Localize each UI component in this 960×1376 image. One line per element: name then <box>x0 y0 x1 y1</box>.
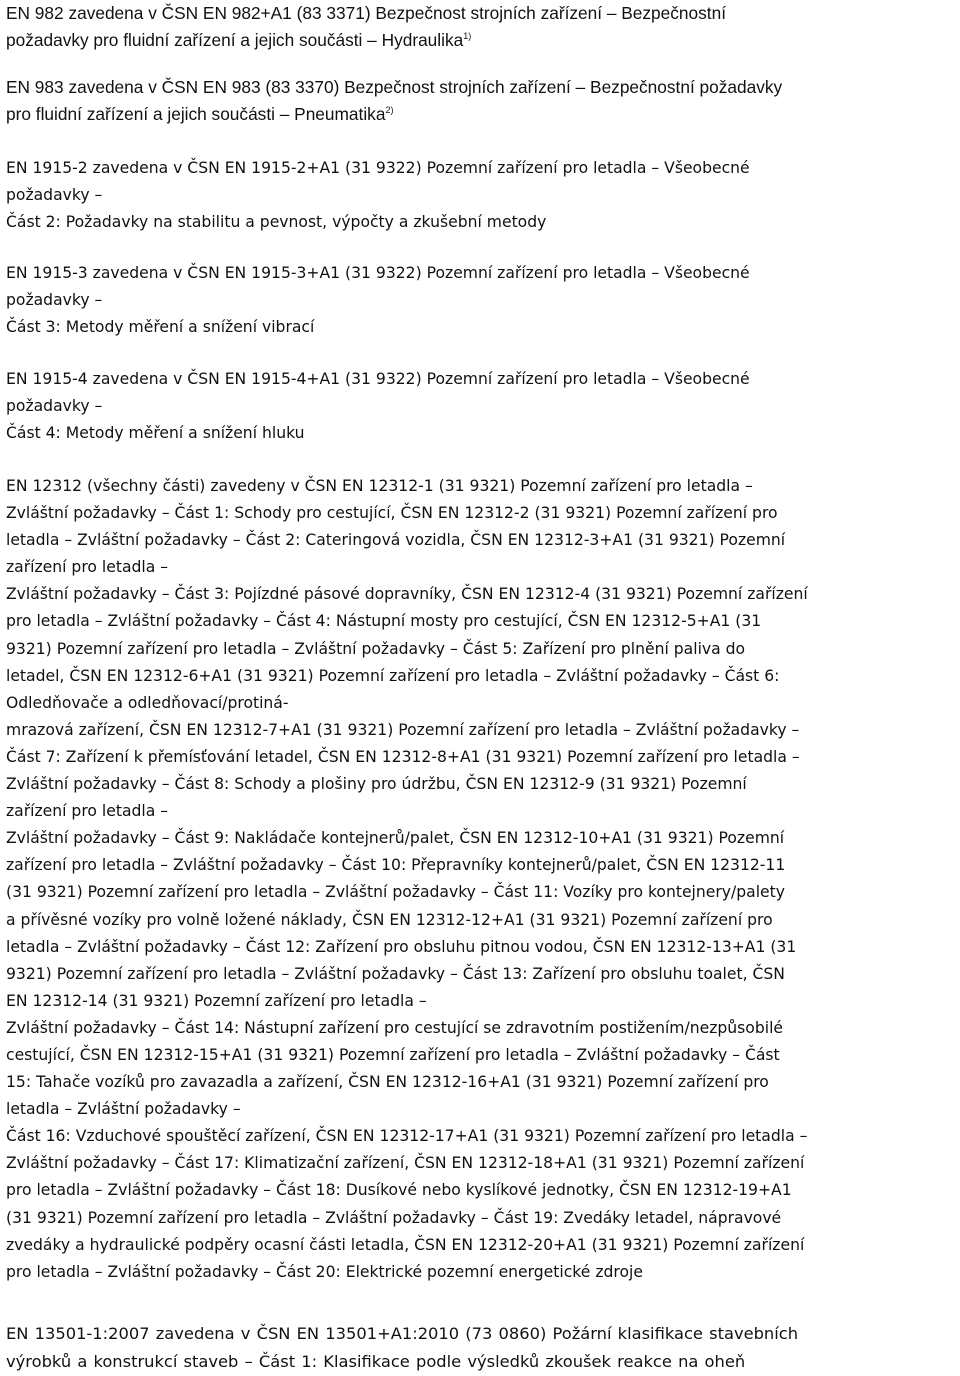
entry-line: pro letadla – Zvláštní požadavky – Část 20: Elektrické pozemní energetické zdroje <box>6 1262 643 1281</box>
entry-line: Část 2: Požadavky na stabilitu a pevnost, výpočty a zkušební metody <box>6 213 547 231</box>
entry-line: EN 1915-2 zavedena v ČSN EN 1915-2+A1 (31 9322) Pozemní zařízení pro letadla – Všeobecné <box>6 159 750 177</box>
entry-line: zařízení pro letadla – Zvláštní požadavky – Část 10: Přepravníky kontejnerů/palet, ČSN EN 12312-11 <box>6 856 786 875</box>
entry-line: letadel, ČSN EN 12312-6+A1 (31 9321) Pozemní zařízení pro letadla – Zvláštní požadavky – Část 6: <box>6 666 780 685</box>
entry-en12312 <box>6 473 956 1286</box>
entry-line: (31 9321) Pozemní zařízení pro letadla – Zvláštní požadavky – Část 19: Zvedáky letadel, nápravové <box>6 1208 782 1227</box>
entry-line-with-footnote <box>6 27 956 54</box>
entry-line: a přívěsné vozíky pro volně ložené náklady, ČSN EN 12312-12+A1 (31 9321) Pozemní zařízení pro <box>6 910 773 929</box>
entry-en1915-3 <box>6 260 956 341</box>
entry-line: zařízení pro letadla – <box>6 802 169 821</box>
entry-line: pro letadla – Zvláštní požadavky – Část 4: Nástupní mosty pro cestující, ČSN EN 12312-5+A1 (31 <box>6 612 762 631</box>
entry-line: požadavky – <box>6 397 103 415</box>
entry-line: výrobků a konstrukcí staveb – Část 1: Klasifikace podle výsledků zkoušek reakce na oheň <box>6 1352 746 1371</box>
footnote-marker: 1) <box>463 30 472 41</box>
entry-line: Část 16: Vzduchové spouštěcí zařízení, ČSN EN 12312-17+A1 (31 9321) Pozemní zařízení pro letadla – <box>6 1127 808 1146</box>
entry-line: Odledňovače a odledňovací/protiná- <box>6 693 289 712</box>
entry-en982 <box>6 0 956 53</box>
entry-en13501 <box>6 1320 956 1376</box>
entry-line: EN 12312-14 (31 9321) Pozemní zařízení pro letadla – <box>6 991 427 1010</box>
entry-en983 <box>6 74 956 127</box>
entry-line: pro letadla – Zvláštní požadavky – Část 18: Dusíkové nebo kyslíkové jednotky, ČSN EN 12312-19+A1 <box>6 1181 792 1200</box>
entry-line: letadla – Zvláštní požadavky – Část 12: Zařízení pro obsluhu pitnou vodou, ČSN EN 12312-13+A1 (31 <box>6 937 797 956</box>
entry-line: (31 9321) Pozemní zařízení pro letadla – Zvláštní požadavky – Část 11: Vozíky pro kontejnery/palety <box>6 883 785 902</box>
entry-line: 9321) Pozemní zařízení pro letadla – Zvláštní požadavky – Část 13: Zařízení pro obsluhu toalet, ČSN <box>6 964 785 983</box>
entry-line: zvedáky a hydraulické podpěry ocasní části letadla, ČSN EN 12312-20+A1 (31 9321) Pozemní zařízení <box>6 1235 805 1254</box>
entry-line: EN 12312 (všechny části) zavedeny v ČSN EN 12312-1 (31 9321) Pozemní zařízení pro letadla – <box>6 477 753 495</box>
entry-en1915-2 <box>6 155 956 236</box>
entry-line: Zvláštní požadavky – Část 14: Nástupní zařízení pro cestující se zdravotním postižením/nezpůsobilé <box>6 1018 783 1037</box>
entry-line: Část 4: Metody měření a snížení hluku <box>6 424 305 442</box>
entry-line: EN 13501-1:2007 zavedena v ČSN EN 13501+A1:2010 (73 0860) Požární klasifikace stavebních <box>6 1324 799 1343</box>
entry-line: požadavky – <box>6 186 103 204</box>
footnote-marker: 2) <box>385 104 394 115</box>
entry-line: požadavky pro fluidní zařízení a jejich součásti – Hydraulika <box>6 29 464 50</box>
entry-line: Zvláštní požadavky – Část 1: Schody pro cestující, ČSN EN 12312-2 (31 9321) Pozemní zařízení pro <box>6 504 778 523</box>
entry-line: Zvláštní požadavky – Část 8: Schody a plošiny pro údržbu, ČSN EN 12312-9 (31 9321) Pozemní <box>6 775 747 794</box>
entry-line-with-footnote <box>6 101 956 128</box>
entry-line: pro fluidní zařízení a jejich součásti – Pneumatika <box>6 103 386 124</box>
entry-line: požadavky – <box>6 291 103 309</box>
entry-line: letadla – Zvláštní požadavky – Část 2: Cateringová vozidla, ČSN EN 12312-3+A1 (31 9321) Pozemní <box>6 531 786 550</box>
entry-line: Zvláštní požadavky – Část 17: Klimatizační zařízení, ČSN EN 12312-18+A1 (31 9321) Pozemní zařízení <box>6 1154 805 1173</box>
entry-line: EN 982 zavedena v ČSN EN 982+A1 (83 3371) Bezpečnost strojních zařízení – Bezpečnostní <box>6 3 726 23</box>
entry-line: Zvláštní požadavky – Část 9: Nakládače kontejnerů/palet, ČSN EN 12312-10+A1 (31 9321) Pozemní <box>6 829 785 848</box>
entry-line: cestující, ČSN EN 12312-15+A1 (31 9321) Pozemní zařízení pro letadla – Zvláštní požadavky – Část <box>6 1045 780 1064</box>
entry-line: Zvláštní požadavky – Část 3: Pojízdné pásové dopravníky, ČSN EN 12312-4 (31 9321) Pozemní zařízení <box>6 585 808 604</box>
entry-line: EN 1915-4 zavedena v ČSN EN 1915-4+A1 (31 9322) Pozemní zařízení pro letadla – Všeobecné <box>6 370 750 388</box>
entry-line: letadla – Zvláštní požadavky – <box>6 1100 241 1119</box>
entry-line: 15: Tahače vozíků pro zavazadla a zařízení, ČSN EN 12312-16+A1 (31 9321) Pozemní zařízení pro <box>6 1073 769 1092</box>
entry-line: zařízení pro letadla – <box>6 558 169 577</box>
entry-line: mrazová zařízení, ČSN EN 12312-7+A1 (31 9321) Pozemní zařízení pro letadla – Zvláštní požadavky – <box>6 720 800 739</box>
entry-line: EN 983 zavedena v ČSN EN 983 (83 3370) Bezpečnost strojních zařízení – Bezpečnostní požadavky <box>6 77 783 97</box>
entry-en1915-4 <box>6 366 956 447</box>
entry-line: 9321) Pozemní zařízení pro letadla – Zvláštní požadavky – Část 5: Zařízení pro plnění paliva do <box>6 639 746 658</box>
entry-line: EN 1915-3 zavedena v ČSN EN 1915-3+A1 (31 9322) Pozemní zařízení pro letadla – Všeobecné <box>6 264 750 282</box>
entry-line: Část 7: Zařízení k přemísťování letadel, ČSN EN 12312-8+A1 (31 9321) Pozemní zařízení pro letadla – <box>6 747 800 766</box>
entry-line: Část 3: Metody měření a snížení vibrací <box>6 318 315 336</box>
